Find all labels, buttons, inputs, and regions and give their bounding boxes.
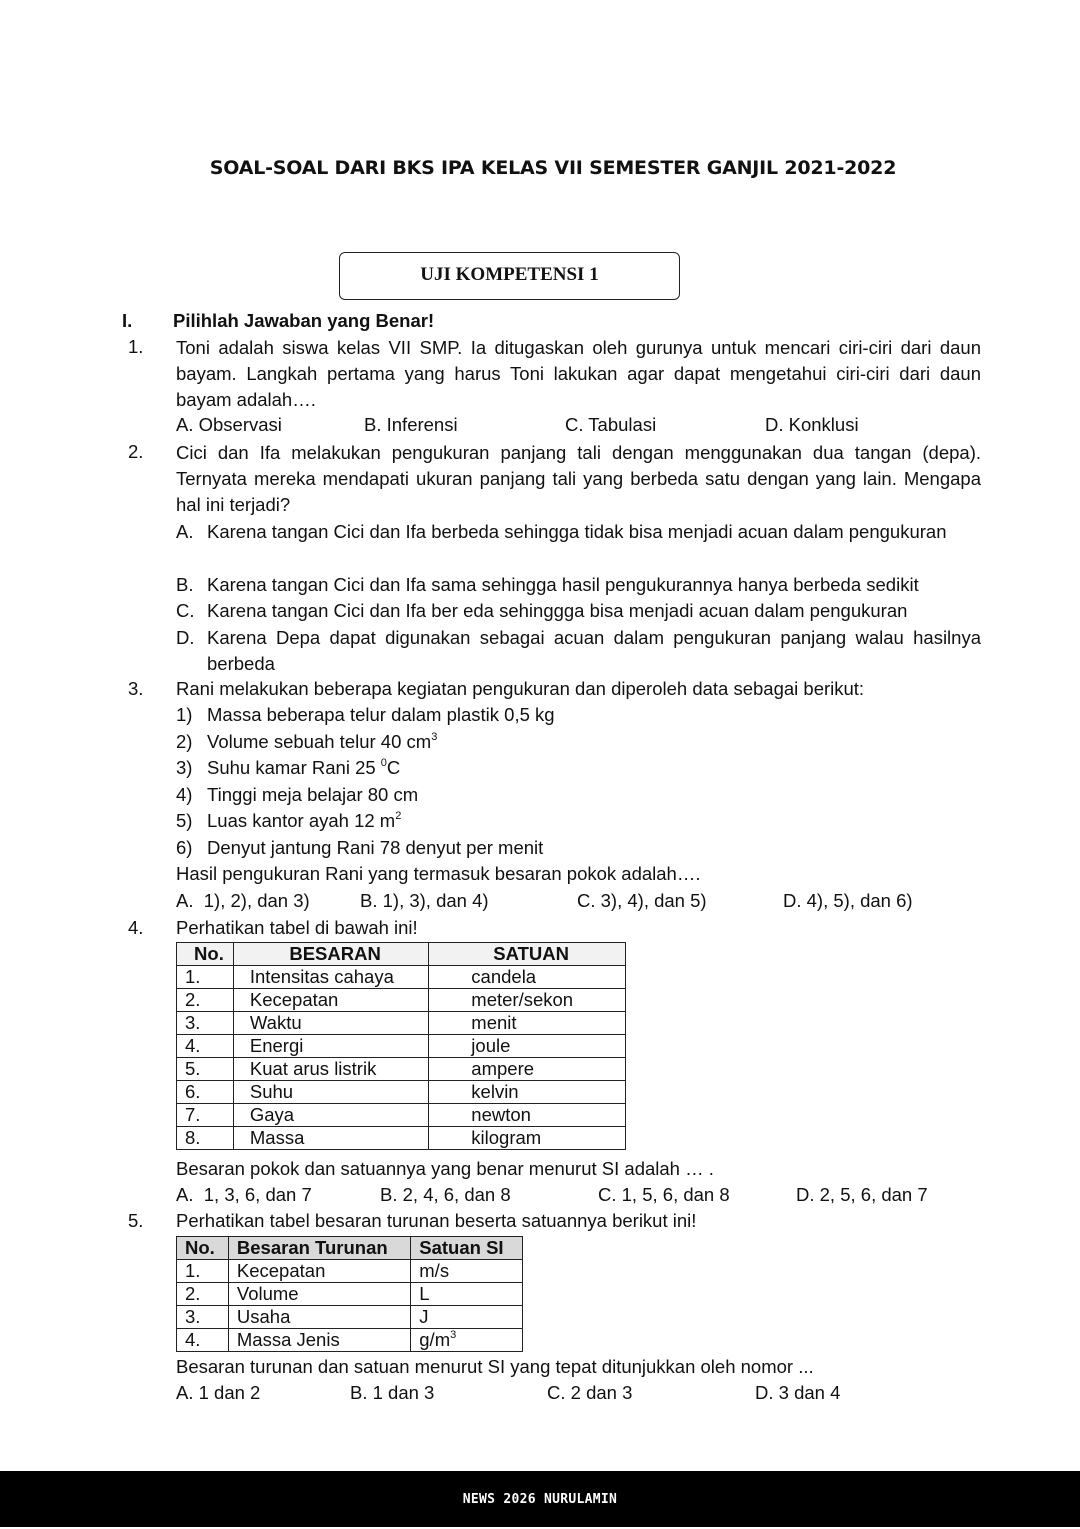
table-row — [177, 1283, 523, 1306]
q3-item-label: 6) — [176, 837, 193, 858]
q3-choice-c: C. 3), 4), dan 5) — [577, 890, 707, 911]
q2-option-c — [176, 598, 981, 624]
table-cell: m/s — [411, 1260, 523, 1283]
table-header-cell: BESARAN — [233, 943, 428, 966]
table-header-cell: No. — [177, 943, 234, 966]
q3-item-unit: C — [386, 757, 401, 778]
table-row — [177, 989, 626, 1012]
table-cell: Energi — [233, 1035, 428, 1058]
table-cell: Massa Jenis — [228, 1329, 410, 1352]
table-header-cell: Besaran Turunan — [228, 1237, 410, 1260]
table-cell: 3. — [177, 1306, 229, 1329]
table-header-row — [177, 1237, 523, 1260]
q3-item-superscript: 3 — [431, 731, 438, 743]
table-header-cell: Satuan SI — [411, 1237, 523, 1260]
q2-option-b — [176, 572, 981, 598]
q3-item-superscript: 2 — [395, 810, 402, 822]
q4-question: Besaran pokok dan satuannya yang benar menurut SI adalah … . — [176, 1158, 714, 1179]
question-3-text: Rani melakukan beberapa kegiatan pengukuran dan diperoleh data sebagai berikut: — [176, 678, 865, 699]
table-row — [177, 1260, 523, 1283]
section-box-title: UJI KOMPETENSI 1 — [339, 252, 680, 300]
question-4-text: Perhatikan tabel di bawah ini! — [176, 917, 418, 938]
question-5-number: 5. — [128, 1210, 144, 1231]
table-header-row — [177, 943, 626, 966]
q3-item — [176, 731, 438, 753]
table-cell: candela — [429, 966, 626, 989]
q1-choice-b: B. Inferensi — [364, 414, 458, 435]
table-cell: kelvin — [429, 1081, 626, 1104]
q3-item — [176, 784, 419, 806]
q5-choice-b: B. 1 dan 3 — [350, 1382, 435, 1403]
q5-choice-a: A. 1 dan 2 — [176, 1382, 261, 1403]
table-row — [177, 1104, 626, 1127]
table-cell: 4. — [177, 1329, 229, 1352]
table-cell: 7. — [177, 1104, 234, 1127]
question-1-text: Toni adalah siswa kelas VII SMP. Ia ditugaskan oleh gurunya untuk mencari ciri-ciri dari daun bayam. Langkah pertama yang harus Toni lakukan agar dapat mengetahui ciri-ciri dari daun bayam adalah…. — [176, 337, 981, 410]
question-1-number: 1. — [128, 336, 144, 357]
table-header-cell: SATUAN — [429, 943, 626, 966]
q2-option-a — [176, 519, 981, 545]
unit-text: g/m — [419, 1329, 451, 1350]
q3-item-label: 5) — [176, 810, 193, 831]
q3-item-text: Massa beberapa telur dalam plastik 0,5 kg — [207, 704, 555, 725]
q3-item — [176, 757, 401, 779]
question-2-text: Cici dan Ifa melakukan pengukuran panjang tali dengan menggunakan dua tangan (depa). Ternyata mereka mendapati ukuran panjang tali yang berbeda satu dengan yang lain. Mengapa hal ini terjadi? — [176, 442, 981, 515]
table-cell: joule — [429, 1035, 626, 1058]
q3-item-text: Luas kantor ayah 12 m — [207, 810, 396, 831]
table-cell: Usaha — [228, 1306, 410, 1329]
table-cell: Suhu — [233, 1081, 428, 1104]
q2-option-a-text: Karena tangan Cici dan Ifa berbeda sehingga tidak bisa menjadi acuan dalam pengukuran — [207, 521, 947, 542]
question-2-number: 2. — [128, 441, 144, 462]
q2-option-b-text: Karena tangan Cici dan Ifa sama sehingga hasil pengukurannya hanya berbeda sedikit — [207, 574, 919, 595]
footer-watermark-bar: NEWS 2026 NURULAMIN — [0, 1471, 1080, 1527]
table-row — [177, 1081, 626, 1104]
q2-option-a-label: A. — [176, 521, 194, 542]
q3-item — [176, 704, 555, 726]
table-cell: Kecepatan — [228, 1260, 410, 1283]
q3-choice-d: D. 4), 5), dan 6) — [783, 890, 913, 911]
table-cell: 6. — [177, 1081, 234, 1104]
table-cell: 8. — [177, 1127, 234, 1150]
q4-choice-c: C. 1, 5, 6, dan 8 — [598, 1184, 730, 1205]
table-cell: Kuat arus listrik — [233, 1058, 428, 1081]
q3-item-text: Denyut jantung Rani 78 denyut per menit — [207, 837, 544, 858]
q1-choice-d: D. Konklusi — [765, 414, 859, 435]
table-cell: 1. — [177, 966, 234, 989]
table-header-cell: No. — [177, 1237, 229, 1260]
table-cell: kilogram — [429, 1127, 626, 1150]
table-row — [177, 1035, 626, 1058]
table-cell: Massa — [233, 1127, 428, 1150]
q5-question: Besaran turunan dan satuan menurut SI yang tepat ditunjukkan oleh nomor ... — [176, 1356, 814, 1377]
q2-option-b-label: B. — [176, 574, 194, 595]
q3-choice-b: B. 1), 3), dan 4) — [360, 890, 489, 911]
q3-item-text: Volume sebuah telur 40 cm — [207, 731, 432, 752]
table-cell: L — [411, 1283, 523, 1306]
q3-item-text: Suhu kamar Rani 25 — [207, 757, 381, 778]
besaran-table — [176, 942, 626, 1150]
table-row — [177, 1012, 626, 1035]
table-cell: 2. — [177, 1283, 229, 1306]
table-cell: newton — [429, 1104, 626, 1127]
q4-choice-a: A. 1, 3, 6, dan 7 — [176, 1184, 312, 1205]
q3-item-label: 3) — [176, 757, 193, 778]
q3-item-text: Tinggi meja belajar 80 cm — [207, 784, 419, 805]
q4-choice-d: D. 2, 5, 6, dan 7 — [796, 1184, 928, 1205]
table-cell: menit — [429, 1012, 626, 1035]
q3-item-label: 1) — [176, 704, 193, 725]
q2-option-d-text: Karena Depa dapat digunakan sebagai acuan dalam pengukuran panjang walau hasilnya berbeda — [207, 627, 981, 674]
question-4-number: 4. — [128, 917, 144, 938]
table-row — [177, 966, 626, 989]
table-row — [177, 1306, 523, 1329]
table-cell: 5. — [177, 1058, 234, 1081]
q3-item-label: 4) — [176, 784, 193, 805]
table-cell: meter/sekon — [429, 989, 626, 1012]
q4-choice-b: B. 2, 4, 6, dan 8 — [380, 1184, 511, 1205]
q2-option-d-label: D. — [176, 627, 195, 648]
q5-choice-c: C. 2 dan 3 — [547, 1382, 633, 1403]
table-cell: Volume — [228, 1283, 410, 1306]
q3-choice-a: A. 1), 2), dan 3) — [176, 890, 310, 911]
q1-choice-a: A. Observasi — [176, 414, 282, 435]
q5-choice-d: D. 3 dan 4 — [755, 1382, 841, 1403]
table-row — [177, 1127, 626, 1150]
table-cell: ampere — [429, 1058, 626, 1081]
table-row — [177, 1329, 523, 1352]
unit-superscript: 3 — [450, 1329, 457, 1341]
table-cell: 3. — [177, 1012, 234, 1035]
table-cell: 4. — [177, 1035, 234, 1058]
table-cell: 1. — [177, 1260, 229, 1283]
section-number: I. — [122, 310, 133, 331]
q2-option-c-label: C. — [176, 600, 195, 621]
page-title: SOAL-SOAL DARI BKS IPA KELAS VII SEMESTER GANJIL 2021-2022 — [209, 157, 897, 179]
q3-item — [176, 810, 402, 832]
table-cell: Kecepatan — [233, 989, 428, 1012]
question-3-number: 3. — [128, 678, 144, 699]
q2-option-c-text: Karena tangan Cici dan Ifa ber eda sehinggga bisa menjadi acuan dalam pengukuran — [207, 600, 908, 621]
besaran-turunan-table — [176, 1236, 523, 1352]
q3-item-superscript: 0 — [380, 757, 387, 769]
table-cell: J — [411, 1306, 523, 1329]
q2-option-d — [176, 625, 981, 677]
table-cell: Gaya — [233, 1104, 428, 1127]
table-row — [177, 1058, 626, 1081]
q3-question: Hasil pengukuran Rani yang termasuk besaran pokok adalah…. — [176, 863, 701, 884]
question-5-text: Perhatikan tabel besaran turunan beserta satuannya berikut ini! — [176, 1210, 697, 1231]
table-cell: Waktu — [233, 1012, 428, 1035]
q3-item — [176, 837, 544, 859]
table-cell: 2. — [177, 989, 234, 1012]
q1-choice-c: C. Tabulasi — [565, 414, 657, 435]
q3-item-label: 2) — [176, 731, 193, 752]
table-cell: Intensitas cahaya — [233, 966, 428, 989]
section-instruction: Pilihlah Jawaban yang Benar! — [173, 310, 435, 331]
table-cell — [411, 1329, 523, 1352]
